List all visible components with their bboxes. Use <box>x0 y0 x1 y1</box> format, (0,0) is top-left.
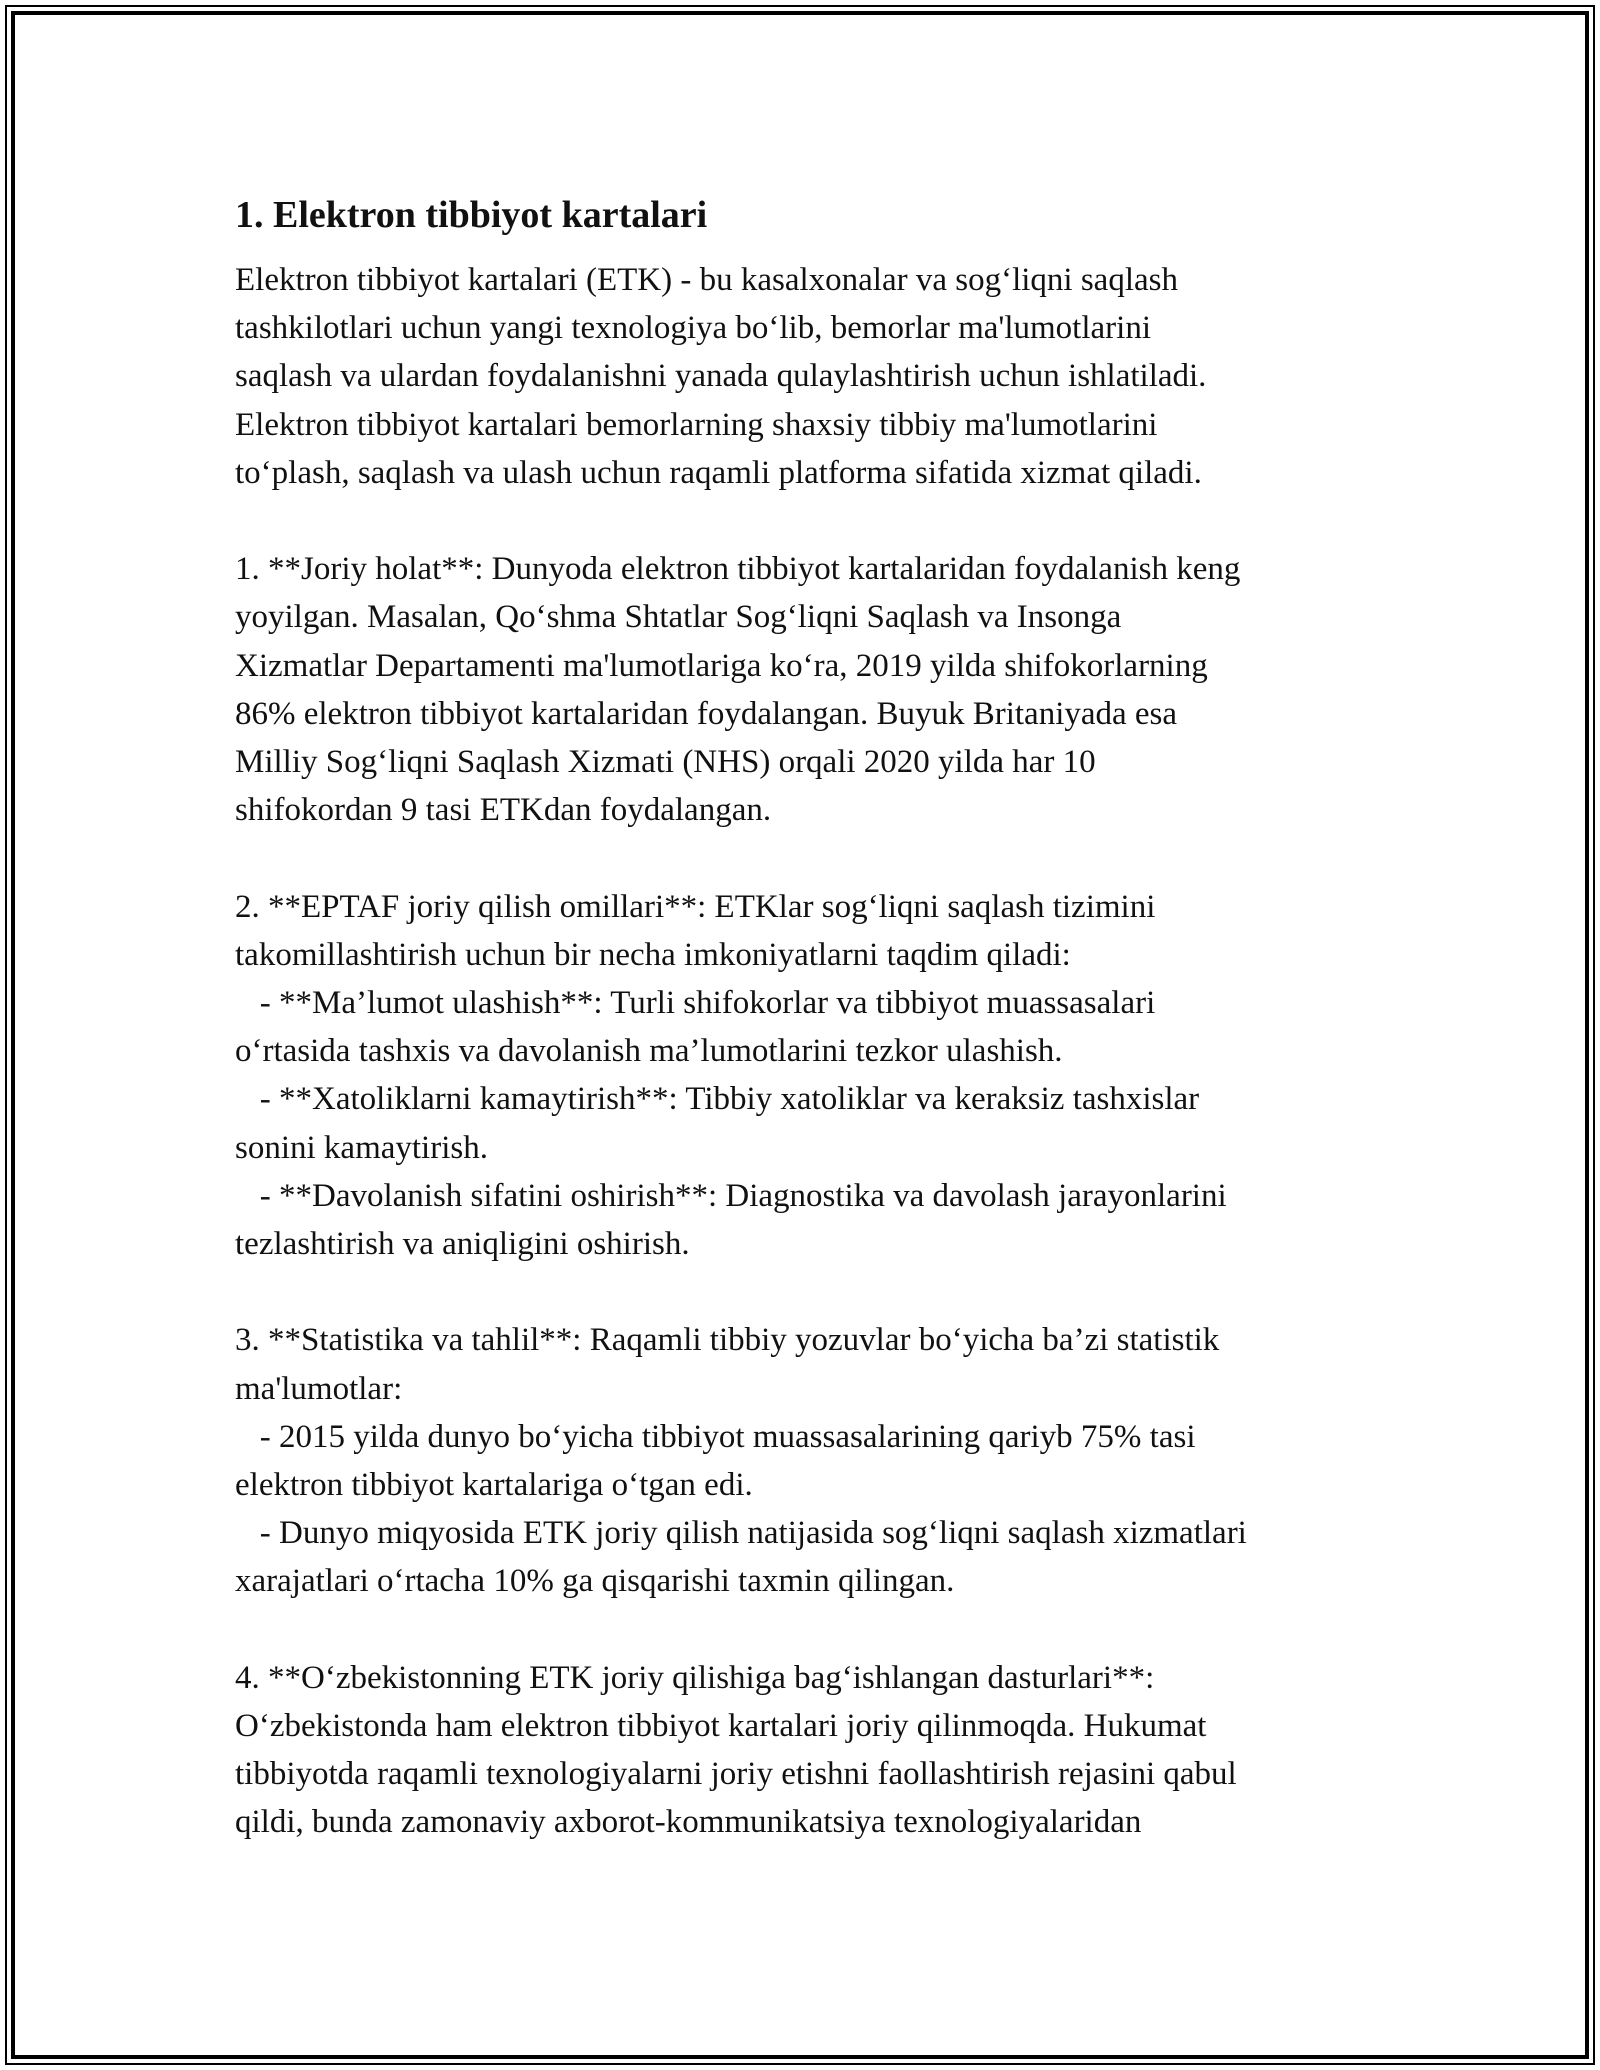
text-line: O‘zbekistonda ham elektron tibbiyot kartalari joriy qilinmoqda. Hukumat <box>235 1708 1207 1745</box>
text-line: 1. **Joriy holat**: Dunyoda elektron tibbiyot kartalaridan foydalanish keng <box>235 551 1241 588</box>
paragraph-statistics <box>235 1316 1375 1605</box>
text-line: elektron tibbiyot kartalariga o‘tgan edi. <box>235 1467 753 1504</box>
text-line: o‘rtasida tashxis va davolanish ma’lumotlarini tezkor ulashish. <box>235 1033 1063 1070</box>
list-item-line: - Dunyo miqyosida ETK joriy qilish natijasida sog‘liqni saqlash xizmatlari <box>235 1515 1247 1552</box>
text-line: tezlashtirish va aniqligini oshirish. <box>235 1226 690 1263</box>
text-line: 2. **EPTAF joriy qilish omillari**: ETKlar sog‘liqni saqlash tizimini <box>235 888 1156 925</box>
text-line: to‘plash, saqlash va ulash uchun raqamli platforma sifatida xizmat qiladi. <box>235 454 1202 491</box>
text-line: shifokordan 9 tasi ETKdan foydalangan. <box>235 792 772 829</box>
paragraph-implementation-factors <box>235 883 1375 1269</box>
document-title: 1. Elektron tibbiyot kartalari <box>235 194 708 236</box>
document-page <box>235 186 1375 1847</box>
text-line: xarajatlari o‘rtacha 10% ga qisqarishi taxmin qilingan. <box>235 1563 955 1600</box>
list-item-line: - **Davolanish sifatini oshirish**: Diagnostika va davolash jarayonlarini <box>235 1177 1227 1214</box>
text-line: ma'lumotlar: <box>235 1370 403 1407</box>
text-line: tibbiyotda raqamli texnologiyalarni joriy etishni faollashtirish rejasini qabul <box>235 1756 1237 1793</box>
text-line: 4. **O‘zbekistonning ETK joriy qilishiga bag‘ishlangan dasturlari**: <box>235 1659 1155 1696</box>
list-item-line: - **Ma’lumot ulashish**: Turli shifokorlar va tibbiyot muassasalari <box>235 985 1156 1022</box>
text-line: Elektron tibbiyot kartalari bemorlarning shaxsiy tibbiy ma'lumotlarini <box>235 406 1158 443</box>
text-line: Milliy Sog‘liqni Saqlash Xizmati (NHS) orqali 2020 yilda har 10 <box>235 744 1096 781</box>
text-line: Elektron tibbiyot kartalari (ETK) - bu kasalxonalar va sog‘liqni saqlash <box>235 262 1178 298</box>
text-line: 86% elektron tibbiyot kartalaridan foydalangan. Buyuk Britaniyada esa <box>235 695 1178 732</box>
text-line: 3. **Statistika va tahlil**: Raqamli tibbiy yozuvlar bo‘yicha ba’zi statistik <box>235 1322 1220 1359</box>
text-line: tashkilotlari uchun yangi texnologiya bo‘lib, bemorlar ma'lumotlarini <box>235 310 1151 347</box>
paragraph-intro <box>235 256 1375 497</box>
list-item-line: - 2015 yilda dunyo bo‘yicha tibbiyot muassasalarining qariyb 75% tasi <box>235 1418 1196 1455</box>
paragraph-current-status <box>235 545 1375 834</box>
text-line: saqlash va ulardan foydalanishni yanada qulaylashtirish uchun ishlatiladi. <box>235 358 1207 395</box>
text-line: qildi, bunda zamonaviy axborot-kommunikatsiya texnologiyalaridan <box>235 1804 1142 1841</box>
text-line: Xizmatlar Departamenti ma'lumotlariga ko‘ra, 2019 yilda shifokorlarning <box>235 647 1208 684</box>
text-line: takomillashtirish uchun bir necha imkoniyatlarni taqdim qiladi: <box>235 936 1071 973</box>
paragraph-uzbekistan-programs <box>235 1654 1375 1847</box>
text-line: yoyilgan. Masalan, Qo‘shma Shtatlar Sog‘liqni Saqlash va Insonga <box>235 599 1122 636</box>
text-line: sonini kamaytirish. <box>235 1129 488 1166</box>
list-item-line: - **Xatoliklarni kamaytirish**: Tibbiy xatoliklar va keraksiz tashxislar <box>235 1081 1200 1118</box>
